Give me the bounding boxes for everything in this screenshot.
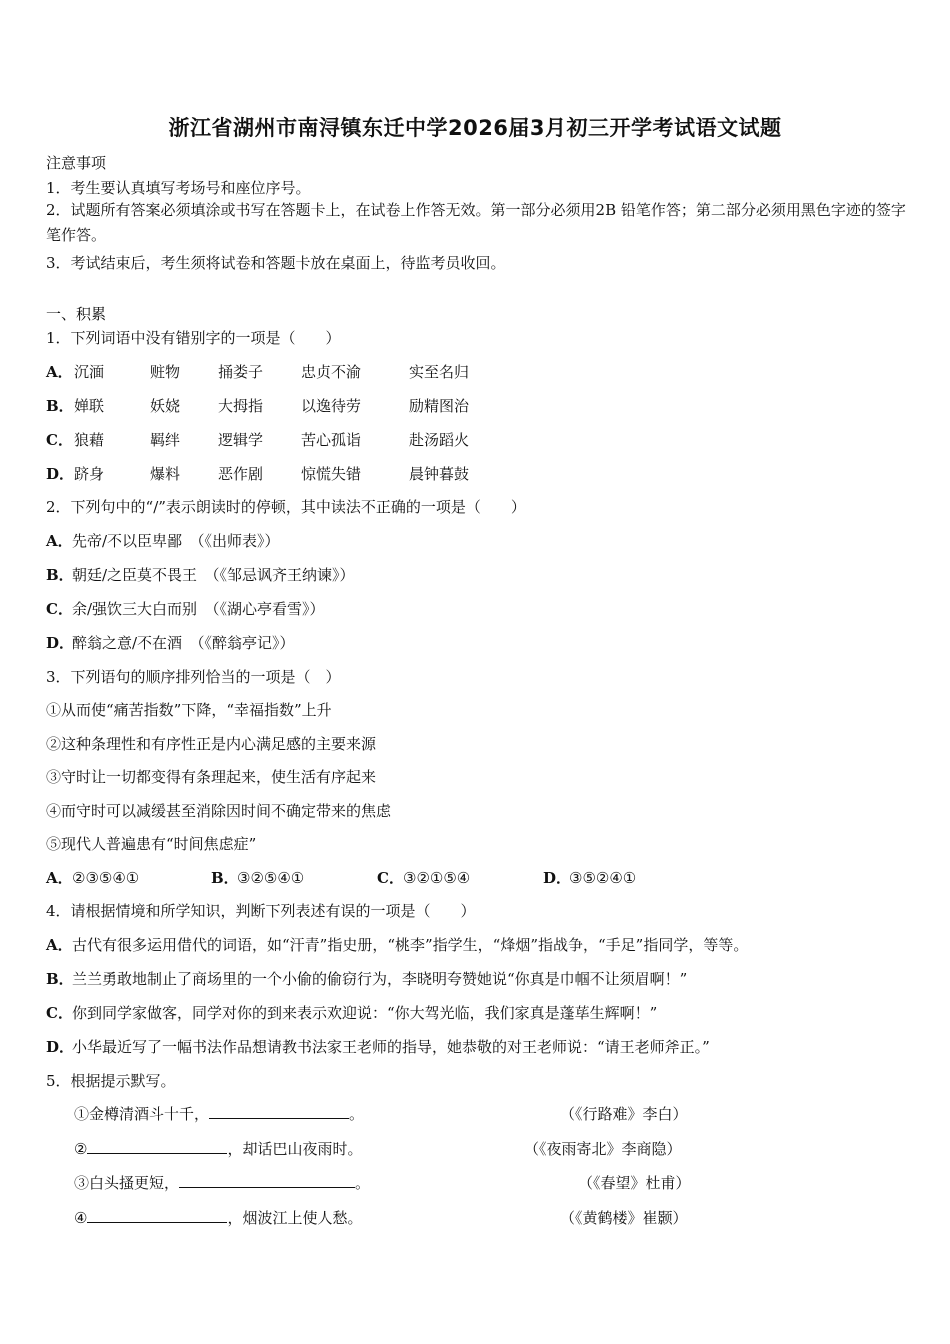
poem-source: （《行路难》李白） (560, 1105, 688, 1123)
q2-option-a: A．先帝/不以臣卑鄙 （《出师表》） (46, 532, 280, 550)
q4-option-b: B．兰兰勇敢地制止了商场里的一个小偷的偷窃行为，李晓明夸赞她说“你真是巾帼不让须眉啊！” (46, 970, 688, 988)
option-word: 婵联 (74, 397, 105, 415)
q4-option-d: D．小华最近写了一幅书法作品想请教书法家王老师的指导，她恭敬的对王老师说：“请王老师斧正。” (46, 1038, 710, 1056)
q4-option-a: A．古代有很多运用借代的词语，如“汗青”指史册，“桃李”指学生，“烽烟”指战争，“手足”指同学，等等。 (46, 936, 749, 954)
answer-blank[interactable] (209, 1103, 349, 1119)
poem-source: （《黄鹤楼》崔颢） (560, 1209, 688, 1227)
exam-page: 浙江省湖州市南浔镇东迁中学2026届3月初三开学考试语文试题 注意事项 1．考生要认真填写考场号和座位序号。 2．试题所有答案必须填涂或书写在答题卡上，在试卷上作答无效。第一部分必须用2B 铅笔作答；第二部分必须用黑色字迹的签字笔作答。 3．考试结束后，考生须将试卷和答题卡放在桌面上，待监考员收回。 一、积累 1．下列词语中没有错别字的一项是（ ） A． 沉湎 赃物 捅娄子 忠贞不渝 实至名归 B． 婵联 妖娆 大拇指 以逸待劳 励精图治 C． 狼藉 羁绊 逻辑学 苦心孤诣 赴汤蹈火 D． 跻身 爆料 恶作剧 惊慌失错 晨钟暮鼓 2．下列句中的“/”表示朗读时的停顿，其中读法不正确的一项是（ ） A．先帝/不以臣卑鄙 （《出师表》） B．朝廷/之臣莫不畏王 （《邹忌讽齐王纳谏》） C．余/强饮三大白而别 （《湖心亭看雪》） D．醉翁之意/不在酒 （《醉翁亭记》） 3．下列语句的顺序排列恰当的一项是（ ） ①从而使“痛苦指数”下降，“幸福指数”上升 ②这种条理性和有序性正是内心满足感的主要来源 ③守时让一切都变得有条理起来，使生活有序起来 ④而守时可以减缓甚至消除因时间不确定带来的焦虑 ⑤现代人普遍患有“时间焦虑症” A．②③⑤④① B．③②⑤④① C．③②①⑤④ D．③⑤②④① 4．请根据情境和所学知识，判断下列表述有误的一项是（ ） A．古代有很多运用借代的词语，如“汗青”指史册，“桃李”指学生，“烽烟”指战争，“手足”指同学，等等。 B．兰兰勇敢地制止了商场里的一个小偷的偷窃行为，李晓明夸赞她说“你真是巾帼不让须眉啊！” C．你到同学家做客，同学对你的到来表示欢迎说：“你大驾光临，我们家真是蓬荜生辉啊！” D．小华最近写了一幅书法作品想请教书法家王老师的指导，她恭敬的对王老师说：“请王老师斧正。” 5．根据提示默写。 ①金樽清酒斗十千， 。 （《行路难》李白） ② ，却话巴山夜雨时。 （《夜雨寄北》李商隐） ③白头搔更短， 。 （《春望》杜甫） ④ ，烟波江上使人愁。 （《黄鹤楼》崔颢） (0, 0, 950, 1344)
option-word: 沉湎 (74, 363, 105, 381)
option-word: 恶作剧 (218, 465, 264, 483)
option-label: D． (46, 465, 75, 483)
q2-option-d: D．醉翁之意/不在酒 （《醉翁亭记》） (46, 634, 295, 652)
q3-sentence: ⑤现代人普遍患有“时间焦虑症” (46, 835, 257, 853)
option-word: 苦心孤诣 (301, 431, 362, 449)
option-word: 惊慌失错 (301, 465, 362, 483)
option-word: 狼藉 (74, 431, 105, 449)
option-word: 爆料 (150, 465, 181, 483)
option-label: A． (46, 363, 73, 381)
option-word: 赃物 (150, 363, 181, 381)
q4-option-c: C．你到同学家做客，同学对你的到来表示欢迎说：“你大驾光临，我们家真是蓬荜生辉啊！” (46, 1004, 658, 1022)
option-word: 大拇指 (218, 397, 264, 415)
q3-sentence: ④而守时可以减缓甚至消除因时间不确定带来的焦虑 (46, 802, 392, 820)
option-word: 逻辑学 (218, 431, 264, 449)
q3-stem: 3．下列语句的顺序排列恰当的一项是（ ） (46, 668, 341, 686)
option-word: 晨钟暮鼓 (409, 465, 470, 483)
option-word: 跻身 (74, 465, 105, 483)
answer-blank[interactable] (87, 1138, 227, 1154)
q2-option-b: B．朝廷/之臣莫不畏王 （《邹忌讽齐王纳谏》） (46, 566, 355, 584)
q4-stem: 4．请根据情境和所学知识，判断下列表述有误的一项是（ ） (46, 902, 476, 920)
answer-blank[interactable] (87, 1207, 227, 1223)
section-heading: 一、积累 (46, 305, 107, 323)
q3-sentence: ②这种条理性和有序性正是内心满足感的主要来源 (46, 735, 377, 753)
option-word: 羁绊 (150, 431, 181, 449)
option-word: 以逸待劳 (301, 397, 362, 415)
option-word: 捅娄子 (218, 363, 264, 381)
q2-stem: 2．下列句中的“/”表示朗读时的停顿，其中读法不正确的一项是（ ） (46, 498, 526, 516)
option-word: 忠贞不渝 (301, 363, 362, 381)
notice-item-1: 1．考生要认真填写考场号和座位序号。 (46, 179, 311, 197)
answer-blank[interactable] (179, 1172, 355, 1188)
option-word: 妖娆 (150, 397, 181, 415)
page-title: 浙江省湖州市南浔镇东迁中学2026届3月初三开学考试语文试题 (168, 116, 782, 140)
option-word: 实至名归 (409, 363, 470, 381)
notice-item-3: 3．考试结束后，考生须将试卷和答题卡放在桌面上，待监考员收回。 (46, 254, 506, 272)
q3-sentence: ①从而使“痛苦指数”下降，“幸福指数”上升 (46, 701, 332, 719)
option-word: 赴汤蹈火 (409, 431, 470, 449)
option-word: 励精图治 (409, 397, 470, 415)
q5-stem: 5．根据提示默写。 (46, 1072, 176, 1090)
option-label: B． (46, 397, 74, 415)
q3-option-b: B．③②⑤④① (211, 869, 305, 887)
q3-option-a: A．②③⑤④① (46, 869, 140, 887)
poem-source: （《春望》杜甫） (578, 1174, 691, 1192)
q3-sentence: ③守时让一切都变得有条理起来，使生活有序起来 (46, 768, 377, 786)
notice-item-2: 2．试题所有答案必须填涂或书写在答题卡上，在试卷上作答无效。第一部分必须用2B 铅笔作答；第二部分必须用黑色字迹的签字笔作答。 (46, 201, 906, 244)
q2-option-c: C．余/强饮三大白而别 （《湖心亭看雪》） (46, 600, 325, 618)
option-label: C． (46, 431, 73, 449)
q3-option-c: C．③②①⑤④ (377, 869, 471, 887)
q3-option-d: D．③⑤②④① (543, 869, 637, 887)
notice-heading: 注意事项 (46, 154, 107, 172)
q1-stem: 1．下列词语中没有错别字的一项是（ ） (46, 329, 341, 347)
poem-source: （《夜雨寄北》李商隐） (524, 1140, 682, 1158)
